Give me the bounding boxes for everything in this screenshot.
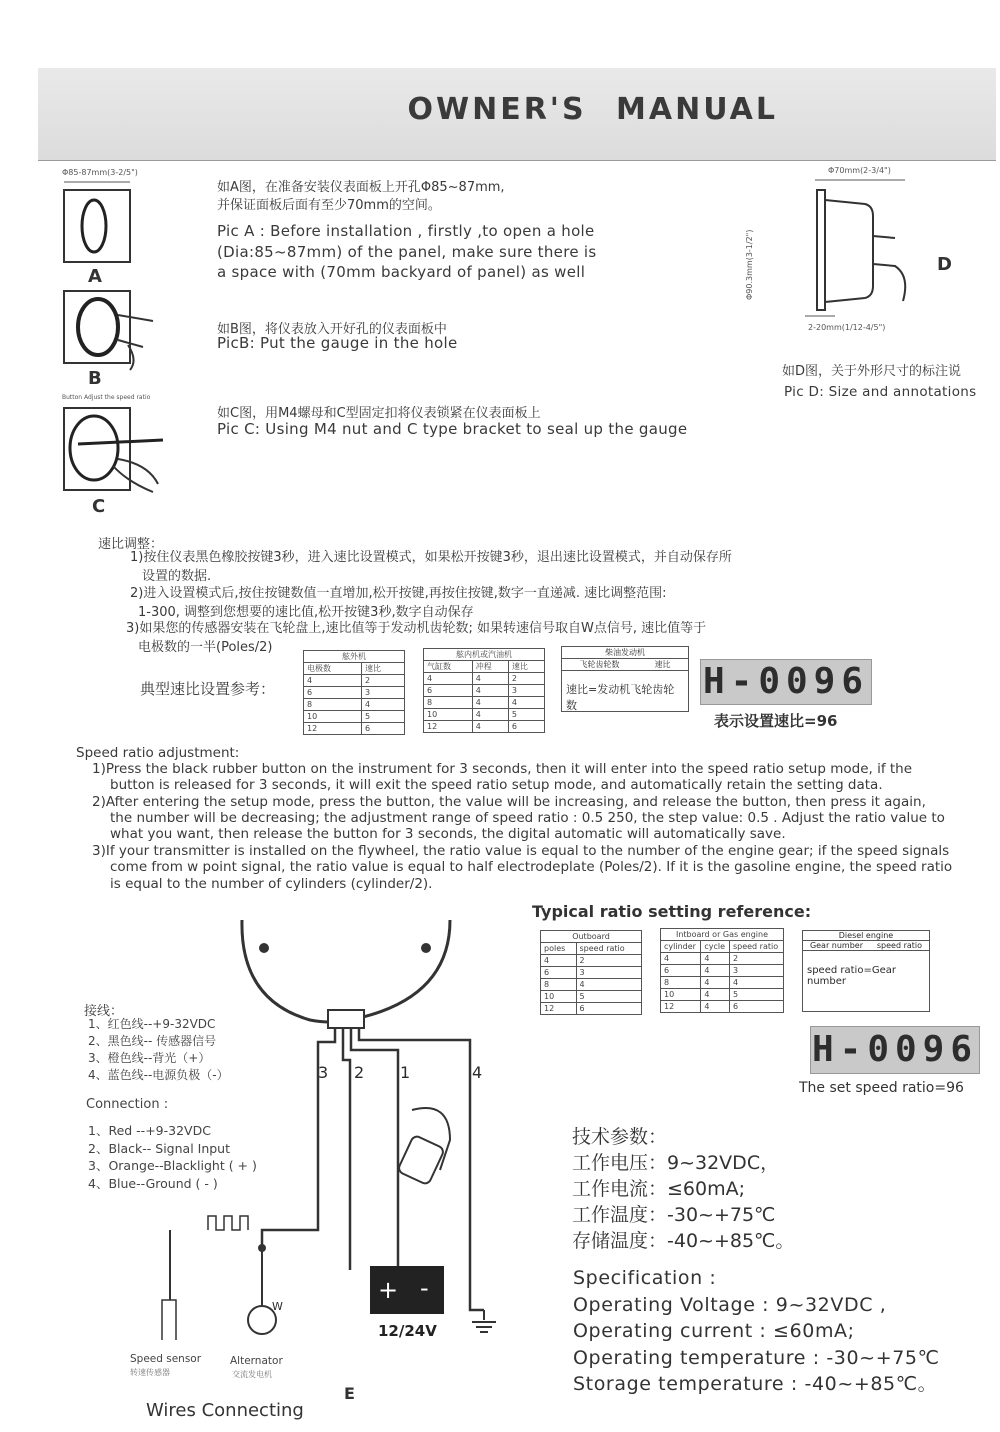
table-cell: 4: [701, 1001, 730, 1013]
col-header: cylinder: [661, 941, 701, 953]
pic-d-en: Pic D: Size and annotations: [784, 384, 977, 400]
dim-a-label: Φ85-87mm(3-2/5"): [62, 168, 138, 177]
list-item: 3、Orange--Blacklight ( + ): [88, 1158, 257, 1173]
table-row: [424, 697, 545, 709]
table-cell: 3: [576, 967, 641, 979]
table-cell: 6: [361, 723, 404, 735]
table-cell: 4: [424, 673, 473, 685]
table-row: [541, 967, 642, 979]
dim-d-bottom: 2-20mm(1/12-4/5"): [808, 323, 886, 332]
table-title: Intboard or Gas engine: [661, 929, 784, 941]
pulse-signal-icon: [208, 1216, 248, 1230]
typical-heading: Typical ratio setting reference:: [532, 902, 812, 921]
spec-en-block: [573, 1265, 940, 1398]
pic-c-cn: 如C图，用M4螺母和C型固定扣将仪表锁紧在仪表面板上: [217, 406, 541, 421]
list-item: 1、红色线--+9-32VDC: [88, 1017, 216, 1031]
battery-voltage-label: 12/24V: [378, 1322, 437, 1340]
table-cell: 4: [541, 955, 577, 967]
table-cell: 4: [661, 953, 701, 965]
col-header: speed ratio: [876, 941, 923, 950]
table-cell: 8: [424, 697, 473, 709]
spec-en-item: Storage temperature : -40~+85℃。: [573, 1373, 938, 1395]
en-diesel-box: [802, 930, 930, 1012]
table-cell: 8: [541, 979, 577, 991]
table-row: [661, 977, 784, 989]
table-cell: 5: [361, 711, 404, 723]
speed-sensor-label-cn: 转速传感器: [130, 1368, 170, 1377]
ratio-en-l3: 3)If your transmitter is installed on the flywheel, the ratio value is equal to the number of the engine gear; if the speed signals: [92, 843, 950, 859]
table-cell: 3: [508, 685, 544, 697]
ratio-en-heading: Speed ratio adjustment:: [76, 745, 240, 761]
table-cell: 4: [472, 685, 508, 697]
wiring-cn-list: [88, 1016, 229, 1084]
table-cell: 3: [729, 965, 783, 977]
table-cell: 4: [576, 979, 641, 991]
list-item: 1、Red --+9-32VDC: [88, 1123, 211, 1138]
cn-diesel-box: [561, 646, 689, 712]
table-cell: 2: [361, 675, 404, 687]
table-cell: 6: [424, 685, 473, 697]
lcd-display-en: H-0096: [810, 1026, 980, 1074]
wire-number-1: 1: [400, 1063, 411, 1082]
table-cell: 12: [541, 1003, 577, 1015]
ratio-cn-l3: 3)如果您的传感器安装在飞轮盘上,速比值等于发动机齿轮数; 如果转速信号取自W点信号, 速比值等于: [126, 621, 707, 636]
table-row: [541, 1003, 642, 1015]
label-c: C: [92, 496, 106, 517]
table-body: [304, 675, 405, 735]
table-cell: 2: [508, 673, 544, 685]
table-cell: 4: [701, 953, 730, 965]
col-header: 气缸数: [424, 661, 473, 673]
ratio-en-l2: 2)After entering the setup mode, press the button, the value will be increasing, and release the button, then press it again,: [92, 794, 926, 810]
table-row: [541, 955, 642, 967]
spec-cn-item: 工作温度：-30~+75℃: [572, 1204, 776, 1226]
table-row: [661, 965, 784, 977]
table-cell: 4: [508, 697, 544, 709]
spec-cn-item: 工作电压：9~32VDC，: [572, 1152, 780, 1174]
list-item: 3、橙色线--背光（+）: [88, 1051, 211, 1065]
ratio-cn-l1b: 设置的数据.: [142, 569, 212, 584]
alternator-label-cn: 交流发电机: [232, 1370, 272, 1379]
table-cell: 6: [541, 967, 577, 979]
gauge-connector: [328, 1010, 364, 1028]
pic-c-en: Pic C: Using M4 nut and C type bracket to seal up the gauge: [217, 420, 688, 438]
button-note: Button Adjust the speed ratio: [62, 394, 151, 401]
table-cell: 4: [701, 965, 730, 977]
table-cell: 5: [508, 709, 544, 721]
table-cell: 8: [661, 977, 701, 989]
pic-b-en: PicB: Put the gauge in the hole: [217, 334, 458, 352]
col-header: Gear number: [809, 941, 864, 950]
table-row: [304, 711, 405, 723]
col-header: cycle: [701, 941, 730, 953]
ratio-cn-l2b: 1-300, 调整到您想要的速比值,松开按键3秒,数字自动保存: [138, 605, 474, 620]
table-row: [304, 687, 405, 699]
table-cell: 4: [472, 709, 508, 721]
pic-a-en-1: Pic A : Before installation , firstly ,to open a hole: [217, 222, 595, 240]
table-title: 舷内机或汽油机: [424, 649, 545, 661]
table-row: [661, 989, 784, 1001]
pic-a-en-2: (Dia:85~87mm) of the panel, make sure there is: [217, 243, 597, 261]
table-cell: 12: [424, 721, 473, 733]
spec-cn-item: 存储温度：-40~+85℃。: [572, 1230, 795, 1252]
ratio-cn-heading: 速比调整：: [98, 537, 164, 552]
ratio-cn-l1: 1)按住仪表黑色橡胶按键3秒，进入速比设置模式，如果松开按键3秒，退出速比设置模式，并自动保存所: [130, 550, 732, 565]
table-body: [541, 955, 642, 1015]
pic-b-cn: 如B图，将仪表放入开好孔的仪表面板中: [217, 322, 447, 337]
en-inboard-table: [660, 928, 784, 1013]
col-header: 电极数: [304, 663, 362, 675]
gauge-mount-left: [259, 943, 269, 953]
wiring-en-list: [88, 1122, 257, 1192]
label-e: E: [344, 1384, 355, 1403]
ratio-en-l2c: what you want, then release the button for 3 seconds, the digital automatic will automatically save.: [110, 826, 786, 842]
en-outboard-table: [540, 930, 642, 1015]
ratio-ref-label: 典型速比设置参考：: [140, 680, 276, 698]
pic-a-en-3: a space with (70mm backyard of panel) as well: [217, 263, 586, 281]
table-cell: 10: [424, 709, 473, 721]
table-cell: 4: [729, 977, 783, 989]
label-a: A: [88, 266, 102, 287]
diesel-formula: speed ratio=Gear number: [807, 965, 896, 987]
spec-cn-block: [572, 1124, 794, 1254]
pic-d-cn: 如D图，关于外形尺寸的标注说: [782, 364, 962, 379]
spec-cn-heading: 技术参数：: [572, 1126, 668, 1148]
spec-cn-item: 工作电流：≤60mA;: [572, 1178, 746, 1200]
cn-outboard-table: [303, 650, 405, 735]
wiring-en-heading: Connection :: [86, 1097, 169, 1112]
table-row: [541, 979, 642, 991]
spec-en-item: Operating temperature : -30~+75℃: [573, 1346, 940, 1369]
table-cell: 6: [576, 1003, 641, 1015]
speed-sensor-label: Speed sensor: [130, 1353, 202, 1365]
lcd-caption-cn: 表示设置速比=96: [714, 712, 838, 730]
dim-d-side: Φ90.3mm(3-1/2"): [745, 229, 754, 300]
table-row: [424, 709, 545, 721]
table-cell: 4: [701, 989, 730, 1001]
svg-text:-: -: [420, 1274, 429, 1302]
table-cell: 2: [576, 955, 641, 967]
table-cell: 10: [304, 711, 362, 723]
table-cell: 6: [661, 965, 701, 977]
page-title: OWNER'S MANUAL: [407, 92, 778, 127]
ratio-en-l1b: button is released for 3 seconds, it will exit the speed ratio setup mode, and automatically retain the setting data.: [110, 777, 883, 793]
list-item: 2、黑色线-- 传感器信号: [88, 1034, 217, 1048]
col-header: poles: [541, 943, 577, 955]
table-cell: 6: [304, 687, 362, 699]
dim-d-top: Φ70mm(2-3/4"): [828, 166, 891, 175]
wiring-cn-heading: 接线：: [84, 1004, 124, 1019]
table-row: [661, 953, 784, 965]
pic-c-illustration: [58, 404, 178, 496]
ratio-cn-l2: 2)进入设置模式后,按住按键数值一直增加,松开按键,再按住按键,数字一直递减. 速比调整范围:: [130, 586, 667, 601]
col-header: speed ratio: [576, 943, 641, 955]
pic-b-illustration: [58, 285, 158, 375]
pic-d-illustration: [795, 176, 925, 326]
table-body: [424, 673, 545, 733]
table-row: [304, 699, 405, 711]
table-cell: 4: [304, 675, 362, 687]
table-title: Outboard: [541, 931, 642, 943]
cn-inboard-table: [423, 648, 545, 733]
table-row: [541, 991, 642, 1003]
ratio-en-l3b: come from w point signal, the ratio value is equal to half electrodeplate (Poles/2). If it is the gasoline engine, the speed ratio: [110, 859, 953, 875]
svg-text:+: +: [378, 1276, 399, 1304]
ratio-en-l1: 1)Press the black rubber button on the instrument for 3 seconds, then it will enter into the speed ratio setup mode, if the: [92, 761, 913, 777]
col-header: 飞轮齿轮数: [579, 660, 620, 669]
spec-en-item: Operating Voltage : 9~32VDC ,: [573, 1293, 887, 1316]
col-header: 冲程: [472, 661, 508, 673]
table-cell: 8: [304, 699, 362, 711]
list-item: 2、Black-- Signal Input: [88, 1140, 231, 1156]
alternator-label: Alternator: [230, 1355, 283, 1367]
wire-number-3: 3: [318, 1063, 329, 1082]
header-band: [38, 68, 996, 161]
pic-a-illustration: [58, 178, 138, 268]
ratio-en-l3c: is equal to the number of cylinders (cylinder/2).: [110, 876, 433, 892]
table-title: Diesel engine: [803, 931, 929, 941]
ratio-cn-l3b: 电极数的一半(Poles/2): [138, 640, 273, 655]
table-row: [661, 1001, 784, 1013]
table-cell: 10: [661, 989, 701, 1001]
spec-en-item: Operating current : ≤60mA;: [573, 1320, 855, 1342]
table-cell: 2: [729, 953, 783, 965]
col-header: 速比: [361, 663, 404, 675]
label-d: D: [937, 254, 952, 275]
table-body: [661, 953, 784, 1013]
table-row: [304, 723, 405, 735]
table-cell: 6: [729, 1001, 783, 1013]
list-item: 4、Blue--Ground ( - ): [88, 1175, 218, 1191]
table-row: [424, 673, 545, 685]
label-b: B: [88, 368, 102, 389]
table-cell: 4: [472, 721, 508, 733]
table-cell: 4: [472, 673, 508, 685]
table-cell: 4: [701, 977, 730, 989]
col-header: 速比: [654, 660, 671, 669]
spec-en-heading: Specification :: [573, 1267, 717, 1289]
col-header: 速比: [508, 661, 544, 673]
col-header: speed ratio: [729, 941, 783, 953]
table-cell: 4: [472, 697, 508, 709]
lcd-display-cn: H-0096: [700, 659, 872, 705]
diesel-formula: 速比=发动机飞轮齿轮数: [566, 683, 675, 712]
table-cell: 4: [361, 699, 404, 711]
wiring-caption: Wires Connecting: [146, 1400, 304, 1421]
pic-a-cn-1: 如A图，在准备安装仪表面板上开孔Φ85~87mm,: [217, 180, 505, 195]
table-cell: 12: [661, 1001, 701, 1013]
pic-a-cn-2: 并保证面板后面有至少70mm的空间。: [217, 198, 441, 213]
table-title: 柴油发动机: [562, 647, 688, 659]
speed-sensor-icon: [162, 1300, 176, 1340]
table-cell: 10: [541, 991, 577, 1003]
list-item: 4、蓝色线--电源负极（-）: [88, 1068, 229, 1082]
table-row: [424, 685, 545, 697]
w-terminal-label: W: [272, 1300, 283, 1313]
table-row: [424, 721, 545, 733]
table-cell: 12: [304, 723, 362, 735]
ratio-en-l2b: the number will be decreasing; the adjustment range of speed ratio : 0.5 250, the step value: 0.5 . Adjust the ratio value to: [110, 810, 945, 826]
table-title: 舷外机: [304, 651, 405, 663]
gauge-mount-right: [421, 943, 431, 953]
lcd-caption-en: The set speed ratio=96: [799, 1080, 964, 1096]
wire-number-4: 4: [472, 1063, 483, 1082]
table-cell: 6: [508, 721, 544, 733]
table-cell: 5: [729, 989, 783, 1001]
table-cell: 5: [576, 991, 641, 1003]
table-cell: 3: [361, 687, 404, 699]
wire-number-2: 2: [354, 1063, 365, 1082]
table-row: [304, 675, 405, 687]
